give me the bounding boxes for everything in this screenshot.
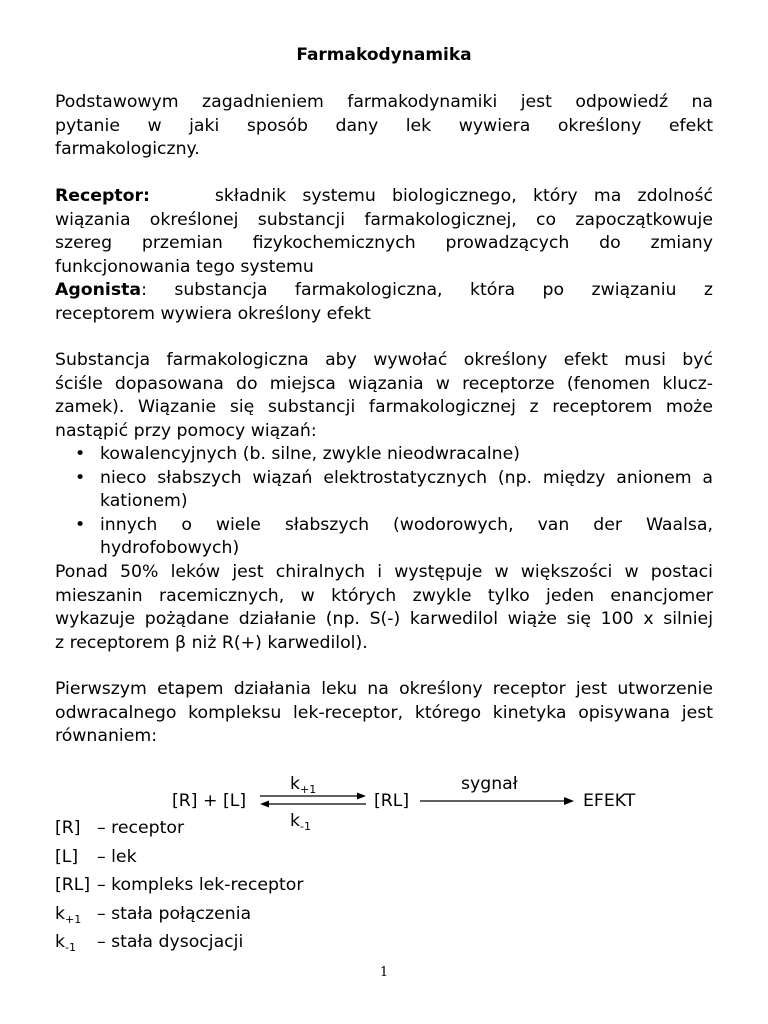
agonista-text: : substancja farmakologiczna, która po związaniu z [141,280,713,300]
binding-line: ściśle dopasowana do miejsca wiązania w receptorze (fenomen klucz- [55,373,713,394]
binding-line: zamek). Wiązanie się substancji farmakologicznej z receptorem może [55,397,713,417]
equation-legend [55,817,303,960]
kinetics-line: Pierwszym etapem działania leku na określony receptor jest utworzenie [55,679,713,699]
signal-label: sygnał [461,774,518,794]
agonista-line: receptorem wywiera określony efekt [55,303,371,324]
bullet-icon: • [75,467,86,488]
kinetics-line: odwracalnego kompleksu lek-receptor, którego kinetyka opisywana jest [55,702,713,723]
intro-line: Podstawowym zagadnieniem farmakodynamiki jest odpowiedź na [55,92,713,112]
legend-row [55,903,303,932]
legend-row [55,931,303,960]
reverse-arrow-icon [260,801,366,808]
page-number: 1 [379,965,389,980]
legend-desc: – receptor [97,818,185,838]
legend-key: [L] [55,846,79,867]
legend-key: $k_{+1}$ [55,903,82,926]
signal-arrow-icon [420,797,574,805]
legend-row [55,846,303,875]
chiral-line: wykazuje pożądane działanie (np. S(-) karwedilol wiąże się 100 x silniej [55,609,713,629]
list-item: • kowalencyjnych (b. silne, zwykle nieodwracalne) [55,443,713,467]
receptor-line: szereg przemian fizykochemicznych prowadzących do zmiany [55,233,713,253]
receptor-term: Receptor: [55,186,150,206]
k-back-label: $k_{-1}$ [290,811,311,833]
forward-arrow-icon [260,793,366,800]
bullet-icon: • [75,444,86,464]
kinetics-line: równaniem: [55,726,158,746]
legend-key: [R] [55,818,81,838]
equation-complex: [RL] [374,791,410,811]
equation-effect: EFEKT [583,791,636,811]
equation-reactants: [R] + [L] [172,791,247,811]
k-forward-label: $k_{+1}$ [290,774,317,796]
legend-desc: – kompleks lek-receptor [97,875,304,895]
legend-desc: – stała połączenia [97,903,252,924]
legend-key: $k_{-1}$ [55,932,76,954]
intro-line: farmakologiczny. [55,139,200,159]
list-item: • innych o wiele słabszych (wodorowych, van der Waalsa, hydrofobowych) [75,514,713,558]
bullet-icon: • [75,514,86,535]
list-item: • nieco słabszych wiązań elektrostatycznych (np. między anionem a kationem) [75,467,713,511]
binding-line: nastąpić przy pomocy wiązań: [55,420,317,441]
chiral-line: Ponad 50% leków jest chiralnych i występuje w większości w postaci [55,562,713,582]
chiral-line: mieszanin racemicznych, w których zwykle tylko jeden enancjomer [55,585,713,606]
binding-line: Substancja farmakologiczna aby wywołać określony efekt musi być [55,350,713,370]
page-title: Farmakodynamika [296,45,472,65]
receptor-line: funkcjonowania tego systemu [55,256,314,277]
chiral-line: z receptorem β niż R(+) karwedilol). [55,632,368,653]
legend-key: [RL] [55,875,91,895]
agonista-term: Agonista [55,280,142,300]
receptor-text: składnik systemu biologicznego, który ma zdolność [214,186,713,206]
legend-desc: – stała dysocjacji [97,932,244,952]
intro-line: pytanie w jaki sposób dany lek wywiera określony efekt [55,115,713,136]
legend-row [55,874,303,903]
legend-desc: – lek [97,846,137,867]
receptor-line: wiązania określonej substancji farmakologicznej, co zapoczątkowuje [55,209,713,230]
legend-row [55,817,303,846]
